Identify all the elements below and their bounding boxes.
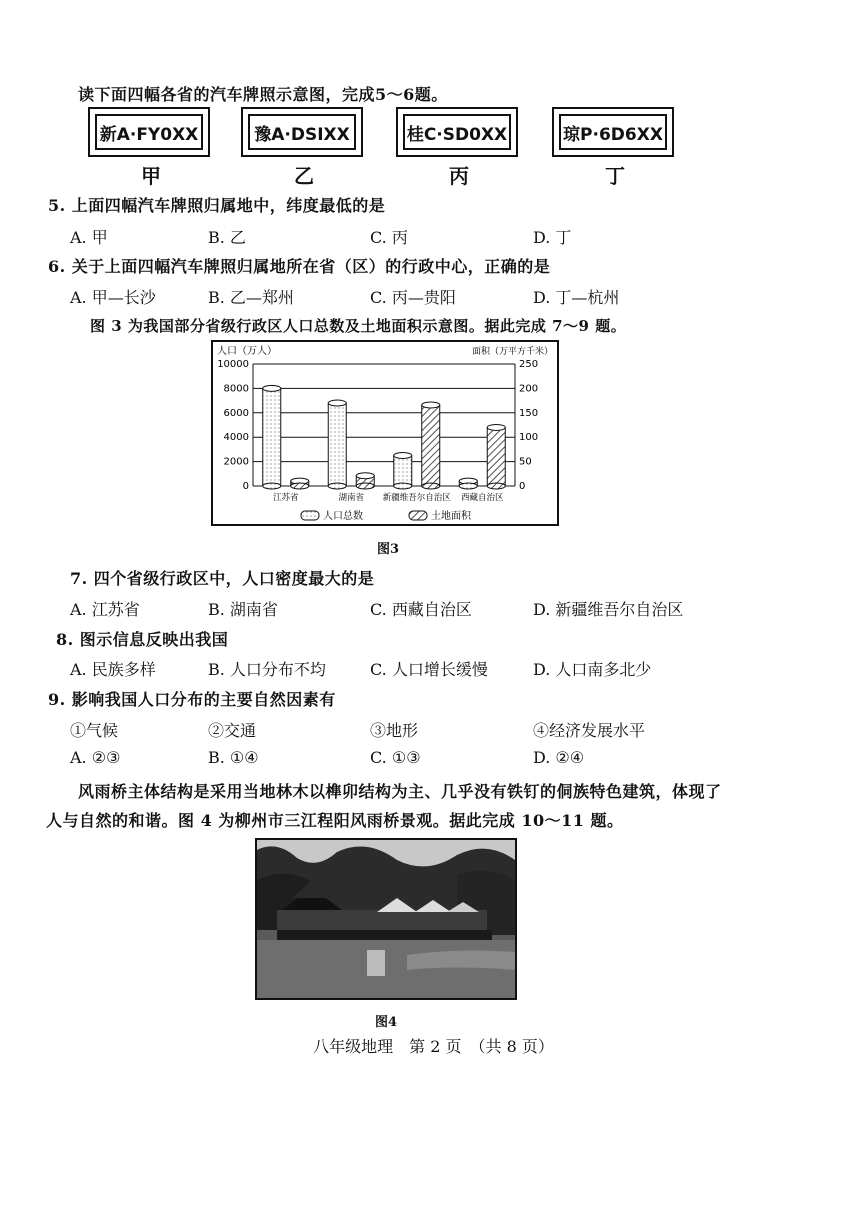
figure-4-caption: 图4: [375, 1015, 398, 1030]
population-bar-base: [263, 483, 281, 489]
plate-text: 桂C·SD0XX: [403, 114, 511, 150]
option: A. ②③: [70, 748, 121, 767]
area-bar-top: [487, 424, 505, 430]
area-bar: [291, 478, 309, 489]
option: D. ②④: [533, 748, 585, 767]
population-bar: [328, 400, 346, 489]
right-tick-label: 150: [519, 407, 539, 419]
figure-3-caption: 图3: [377, 542, 400, 557]
right-tick-label: 0: [519, 481, 526, 492]
left-axis-label: 人口（万人）: [217, 346, 277, 357]
bridge-intro-line-2: 人与自然的和谐。图 4 为柳州市三江程阳风雨桥景观。据此完成 10～11 题。: [46, 811, 624, 830]
plate-label: 甲: [141, 164, 161, 188]
plate-jia: [88, 107, 210, 157]
legend-area: 土地面积: [431, 511, 471, 522]
left-tick-label: 0: [242, 481, 249, 492]
right-tick-label: 200: [519, 383, 539, 395]
area-bar: [422, 402, 440, 489]
population-bar-top: [394, 453, 412, 459]
population-bar-base: [328, 483, 346, 489]
option: D. 丁: [533, 228, 572, 247]
population-bar-body: [263, 388, 281, 486]
plate-label: 丙: [449, 164, 469, 188]
population-bar: [394, 453, 412, 490]
option: D. 人口南多北少: [533, 660, 652, 679]
population-bar-top: [328, 400, 346, 406]
question-8-stem: 8. 图示信息反映出我国: [56, 630, 229, 649]
question-6-stem: 6. 关于上面四幅汽车牌照归属地所在省（区）的行政中心，正确的是: [48, 257, 551, 276]
option: B. ①④: [208, 748, 259, 767]
area-bar: [356, 473, 374, 489]
left-tick-label: 6000: [223, 407, 249, 419]
category-label: 新疆维吾尔自治区: [382, 493, 451, 503]
plate-text: 豫A·DSIXX: [248, 114, 356, 150]
option: A. 甲: [70, 228, 108, 247]
legend-swatch-population: [301, 511, 319, 520]
option: B. 人口分布不均: [208, 660, 326, 679]
factor-item: ①气候: [70, 721, 119, 740]
area-bar-base: [487, 483, 505, 489]
area-bar: [487, 424, 505, 489]
option: D. 丁—杭州: [533, 288, 620, 307]
plate-bing: [396, 107, 518, 157]
option: A. 江苏省: [70, 600, 140, 619]
right-tick-label: 250: [519, 359, 539, 370]
wind-rain-bridge-photo: [255, 838, 517, 1000]
bridge-intro-line-1: 风雨桥主体结构是采用当地林木以榫卯结构为主、几乎没有铁钉的侗族特色建筑，体现了: [78, 782, 722, 801]
area-bar-base: [291, 483, 309, 489]
area-bar-body: [422, 405, 440, 486]
plate-text: 琼P·6D6XX: [559, 114, 667, 150]
option: C. ①③: [370, 748, 421, 767]
chart-svg: [213, 342, 557, 524]
plates-intro: 读下面四幅各省的汽车牌照示意图，完成5～6题。: [78, 85, 448, 104]
factor-item: ④经济发展水平: [533, 721, 646, 740]
option: C. 丙—贵阳: [370, 288, 456, 307]
question-5-stem: 5. 上面四幅汽车牌照归属地中，纬度最低的是: [48, 196, 386, 215]
population-bar-top: [263, 385, 281, 391]
option: B. 乙: [208, 228, 246, 247]
option: C. 丙: [370, 228, 408, 247]
left-tick-label: 8000: [223, 383, 249, 395]
population-bar-base: [459, 483, 477, 489]
category-label: 江苏省: [272, 493, 299, 503]
area-bar-top: [356, 473, 374, 479]
plate-label: 乙: [294, 164, 314, 188]
right-axis-label: 面积（万平方千米）: [471, 347, 553, 357]
plate-text: 新A·FY0XX: [95, 114, 203, 150]
option: C. 西藏自治区: [370, 600, 472, 619]
population-bar: [459, 478, 477, 489]
legend-population: 人口总数: [323, 511, 363, 522]
option: A. 甲—长沙: [70, 288, 156, 307]
option: D. 新疆维吾尔自治区: [533, 600, 684, 619]
bridge-photo-illustration: [257, 840, 515, 998]
option: C. 人口增长缓慢: [370, 660, 488, 679]
area-bar-base: [356, 483, 374, 489]
right-tick-label: 100: [519, 432, 539, 444]
population-bar: [263, 385, 281, 489]
question-9-stem: 9. 影响我国人口分布的主要自然因素有: [48, 690, 336, 709]
option: B. 乙—郑州: [208, 288, 294, 307]
population-area-chart: [211, 340, 559, 526]
right-tick-label: 50: [519, 456, 532, 468]
left-tick-label: 4000: [223, 432, 249, 444]
left-tick-label: 10000: [217, 359, 249, 370]
page-footer: 八年级地理 第 2 页 （共 8 页）: [313, 1037, 554, 1056]
population-bar-body: [394, 456, 412, 487]
factor-item: ③地形: [370, 721, 419, 740]
factor-item: ②交通: [208, 721, 257, 740]
chart-intro: 图 3 为我国部分省级行政区人口总数及土地面积示意图。据此完成 7～9 题。: [90, 317, 627, 335]
population-bar-body: [328, 403, 346, 486]
plate-yi: [241, 107, 363, 157]
plate-label: 丁: [605, 164, 625, 188]
question-7-stem: 7. 四个省级行政区中，人口密度最大的是: [70, 569, 375, 588]
left-tick-label: 2000: [223, 456, 249, 468]
area-bar-base: [422, 483, 440, 489]
legend-swatch-area: [409, 511, 427, 520]
area-bar-body: [487, 427, 505, 486]
category-label: 湖南省: [338, 493, 365, 503]
option: B. 湖南省: [208, 600, 278, 619]
area-bar-top: [422, 402, 440, 408]
option: A. 民族多样: [70, 660, 156, 679]
population-bar-base: [394, 483, 412, 489]
category-label: 西藏自治区: [460, 493, 504, 503]
plate-ding: [552, 107, 674, 157]
